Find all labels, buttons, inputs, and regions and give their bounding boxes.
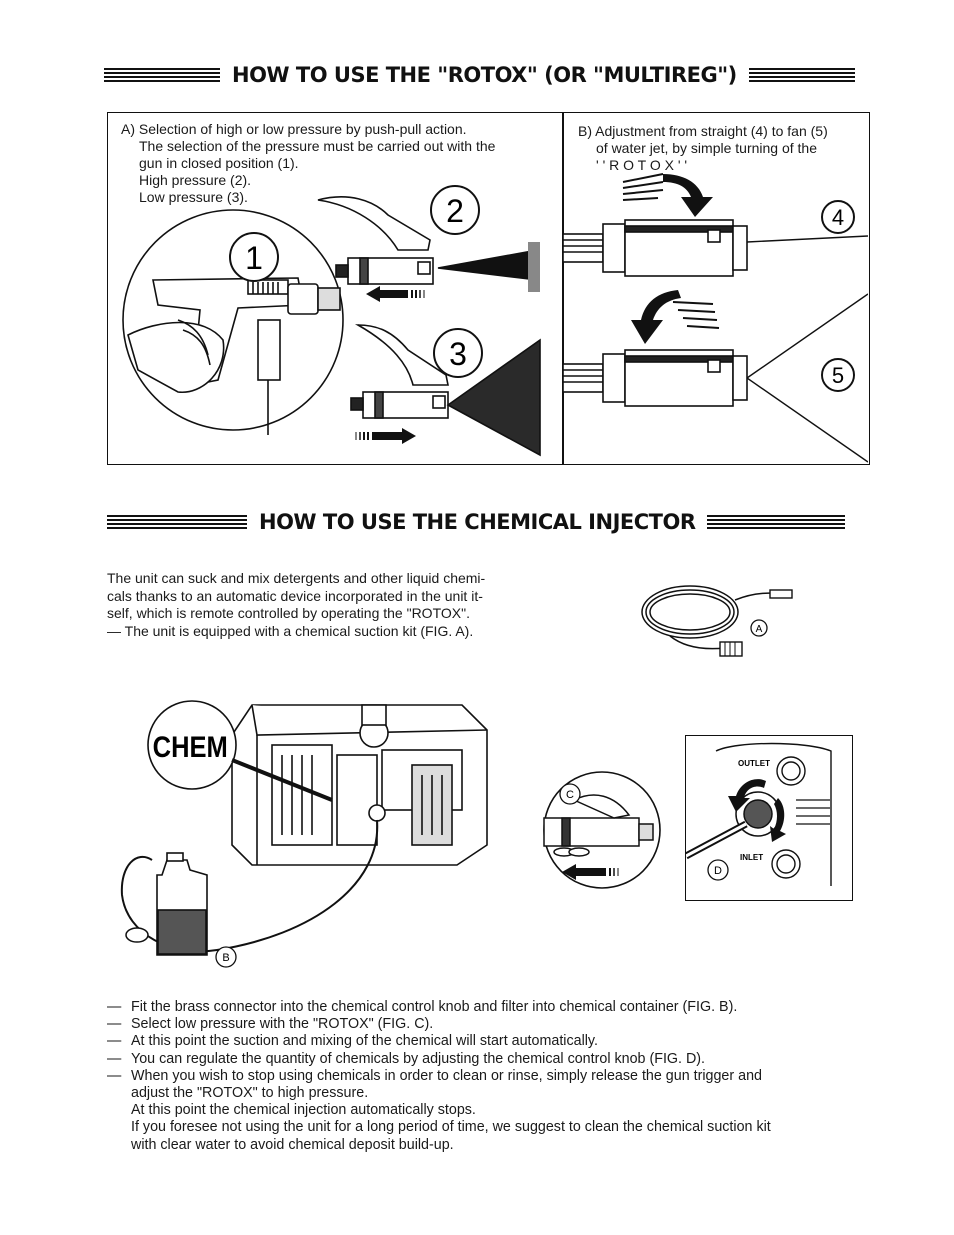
brass-connector-icon	[770, 590, 792, 598]
panel-b-line: B) Adjustment from straight (4) to fan (5)	[578, 123, 828, 139]
callout-5	[822, 359, 854, 391]
instruction-text: Fit the brass connector into the chemical control knob and filter into chemical container (FIG. B).	[131, 999, 738, 1015]
intro-line: cals thanks to an automatic device incorporated in the unit it-	[107, 587, 483, 604]
panel-a-line: High pressure (2).	[139, 172, 252, 188]
intro-line: The unit can suck and mix detergents and other liquid chemi-	[107, 570, 486, 586]
instruction-continuation: If you foresee not using the unit for a long period of time, we suggest to clean the chemical suction kit	[131, 1119, 771, 1136]
callout-4	[822, 201, 854, 233]
fig-d-label	[708, 860, 728, 880]
list-dash: —	[107, 999, 122, 1015]
panel-a-illustration	[108, 180, 560, 464]
outlet-label: OUTLET	[738, 759, 770, 768]
panel-a-line: gun in closed position (1).	[139, 155, 299, 171]
intro-line: self, which is remote controlled by operating the "ROTOX".	[107, 605, 470, 621]
instruction-text: At this point the suction and mixing of the chemical will start automatically.	[131, 1033, 598, 1050]
instruction-continuation: with clear water to avoid chemical deposit build-up.	[131, 1136, 454, 1153]
heading-rule-right	[749, 68, 855, 82]
fig-a-label	[751, 620, 767, 636]
section1-heading	[104, 63, 855, 87]
instruction-continuation: adjust the "ROTOX" to high pressure.	[131, 1085, 369, 1102]
spray-gun-icon	[128, 278, 340, 435]
instruction-text: When you wish to stop using chemicals in order to clean or rinse, simply release the gun trigger and	[131, 1067, 762, 1084]
callout-1	[230, 233, 278, 281]
fig-d-grille	[796, 800, 830, 824]
section2-title: HOW TO USE THE CHEMICAL INJECTOR	[259, 510, 696, 534]
list-dash: —	[107, 1050, 122, 1067]
instruction-text: You can regulate the quantity of chemicals by adjusting the chemical control knob (FIG. D).	[131, 1050, 706, 1067]
section1-title: HOW TO USE THE "ROTOX" (OR "MULTIREG")	[232, 63, 737, 87]
section2-heading	[107, 510, 845, 534]
panel-a-line: The selection of the pressure must be carried out with the	[139, 138, 496, 154]
callout-3	[434, 329, 482, 377]
panel-a-line: A) Selection of high or low pressure by push-pull action.	[121, 121, 467, 137]
heading-rule-left	[107, 515, 247, 529]
filter-icon	[720, 642, 742, 656]
instruction-item	[107, 999, 887, 1016]
heading-rule-right	[707, 515, 845, 529]
list-dash: —	[107, 1067, 122, 1084]
chemical-container-icon	[157, 853, 207, 955]
heading-rule-left	[104, 68, 220, 82]
rotate-arrow-down-icon	[623, 174, 713, 217]
callout-2	[431, 186, 479, 234]
instruction-item	[107, 1033, 887, 1050]
pull-arrow-icon	[356, 428, 416, 444]
panel-b-text	[578, 123, 864, 174]
instruction-item	[107, 1016, 887, 1033]
callout-3-label: 3	[449, 336, 467, 372]
fig-d-letter: D	[714, 865, 722, 877]
panel-a-line: Low pressure (3).	[139, 189, 248, 205]
panel-b-line: ' ' R O T O X ' '	[596, 157, 688, 173]
nozzle-high-pressure	[336, 242, 540, 292]
callout-4-label: 4	[831, 205, 845, 230]
instruction-item	[107, 1068, 887, 1085]
pressure-washer-body	[232, 705, 487, 865]
callout-5-label: 5	[831, 363, 845, 388]
chemical-instructions-list	[107, 999, 887, 1154]
coiled-hose-icon	[642, 586, 790, 649]
fig-b-machine-illustration	[112, 695, 497, 980]
rotate-arrow-up-icon	[631, 290, 719, 344]
callout-2-label: 2	[446, 193, 464, 229]
chem-label: CHEM	[152, 730, 228, 764]
fig-b-letter: B	[222, 952, 230, 964]
inlet-label: INLET	[740, 853, 764, 862]
instruction-item	[107, 1051, 887, 1068]
fig-c-illustration	[534, 770, 674, 900]
inlet-fitting-icon	[772, 850, 800, 878]
instruction-text: Select low pressure with the "ROTOX" (FIG. C).	[131, 1016, 434, 1033]
fig-a-suction-kit	[630, 570, 810, 670]
panel-b-line: of water jet, by simple turning of the	[596, 140, 817, 156]
intro-line: — The unit is equipped with a chemical suction kit (FIG. A).	[107, 622, 474, 639]
list-dash: —	[107, 1033, 122, 1050]
callout-1-label: 1	[245, 240, 263, 276]
fig-d-illustration	[686, 736, 852, 900]
push-arrow-icon	[366, 286, 424, 302]
fig-b-label	[216, 947, 236, 967]
list-dash: —	[107, 1016, 122, 1033]
chemical-intro-text	[107, 570, 567, 640]
nozzle-straight-jet	[563, 220, 868, 276]
fig-a-letter: A	[755, 624, 763, 635]
container-cap-icon	[126, 928, 148, 942]
outlet-fitting-icon	[777, 757, 805, 785]
chemical-control-knob	[369, 805, 385, 821]
fig-c-label	[560, 784, 580, 804]
panel-b-illustration	[563, 172, 868, 464]
hand-upper-icon	[318, 197, 430, 250]
instruction-continuation: At this point the chemical injection automatically stops.	[131, 1102, 476, 1119]
fig-c-letter: C	[566, 789, 574, 801]
